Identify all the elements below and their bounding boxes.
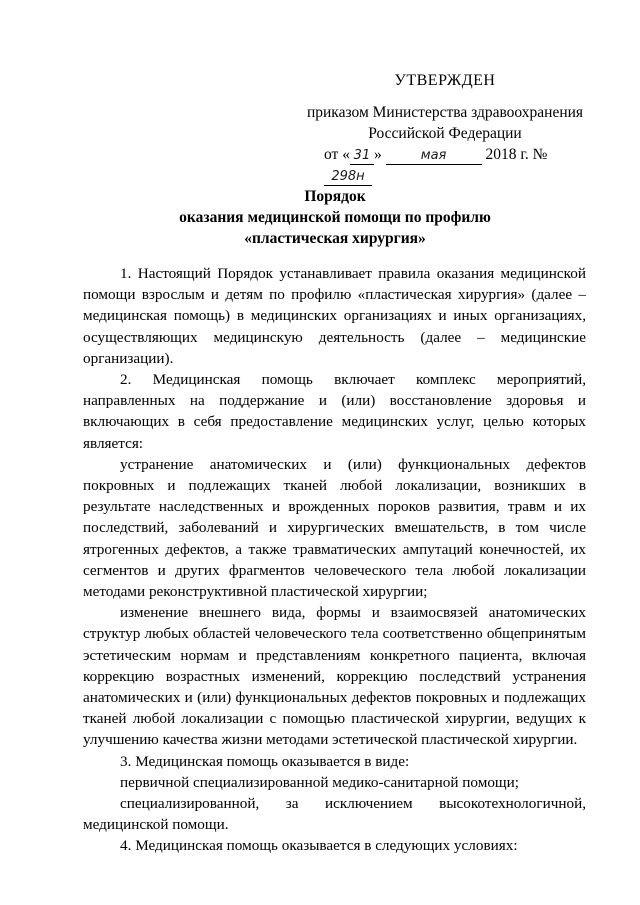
approval-federation-line: Российской Федерации — [368, 125, 522, 142]
date-day-handwritten: 31 — [350, 148, 374, 165]
date-quote-close: » — [373, 146, 382, 163]
order-number-handwritten: 298н — [324, 169, 372, 186]
title-line-2: оказания медицинской помощи по профилю — [179, 209, 491, 226]
approval-stamp-block — [300, 70, 590, 186]
paragraph-4: 4. Медицинская помощь оказывается в следующих условиях: — [120, 837, 518, 855]
date-year: 2018 г. № — [485, 146, 548, 163]
title-line-1: Порядок — [304, 188, 366, 205]
title-line-3: «пластическая хирургия» — [244, 230, 426, 247]
date-prefix: от « — [324, 146, 350, 163]
paragraph-specialized-care: специализированной, за исключением высокотехнологичной, медицинской помощи. — [83, 795, 586, 834]
document-body — [83, 263, 586, 857]
approval-date-line — [300, 144, 590, 186]
approval-heading: УТВЕРЖДЕН — [394, 72, 496, 89]
paragraph-1: 1. Настоящий Порядок устанавливает правила оказания медицинской помощи взрослым и детям по профилю «пластическая хирургия» (далее – медицинская помощь) в медицинских организациях и иных организациях, осуществляющих медицинскую деятельность (далее – медицинские организации). — [83, 265, 586, 367]
document-title — [80, 186, 590, 249]
paragraph-2: 2. Медицинская помощь включает комплекс мероприятий, направленных на поддержание и (или) восстановление здоровья и включающих в себя предоставление медицинских услуг, целью которых является: — [83, 371, 586, 452]
approval-ministry-line: приказом Министерства здравоохранения — [306, 104, 584, 121]
paragraph-reconstructive: устранение анатомических и (или) функциональных дефектов покровных и подлежащих тканей любой локализации, возникших в результате наследственных и врожденных пороков развития, травм и их последствий, заболеваний и хирургических вмешательств, в том числе ятрогенных дефектов, а также травматических ампутаций конечностей, их сегментов и других фрагментов человеческого тела любой локализации методами реконструктивной пластической хирургии; — [83, 455, 586, 601]
paragraph-primary-care: первичной специализированной медико-санитарной помощи; — [120, 773, 519, 791]
paragraph-aesthetic: изменение внешнего вида, формы и взаимосвязей анатомических структур любых областей человеческого тела соответственно общепринятым эстетическим нормам и представлениям конкретного пациента, включая коррекцию возрастных изменений, коррекцию последствий устранения анатомических и (или) функциональных дефектов покровных и подлежащих тканей любой локализации с помощью пластической хирургии, ведущих к улучшению качества жизни методами эстетической пластической хирургии. — [83, 604, 586, 749]
paragraph-3: 3. Медицинская помощь оказывается в виде: — [120, 752, 410, 770]
date-month-handwritten: мая — [386, 148, 482, 165]
